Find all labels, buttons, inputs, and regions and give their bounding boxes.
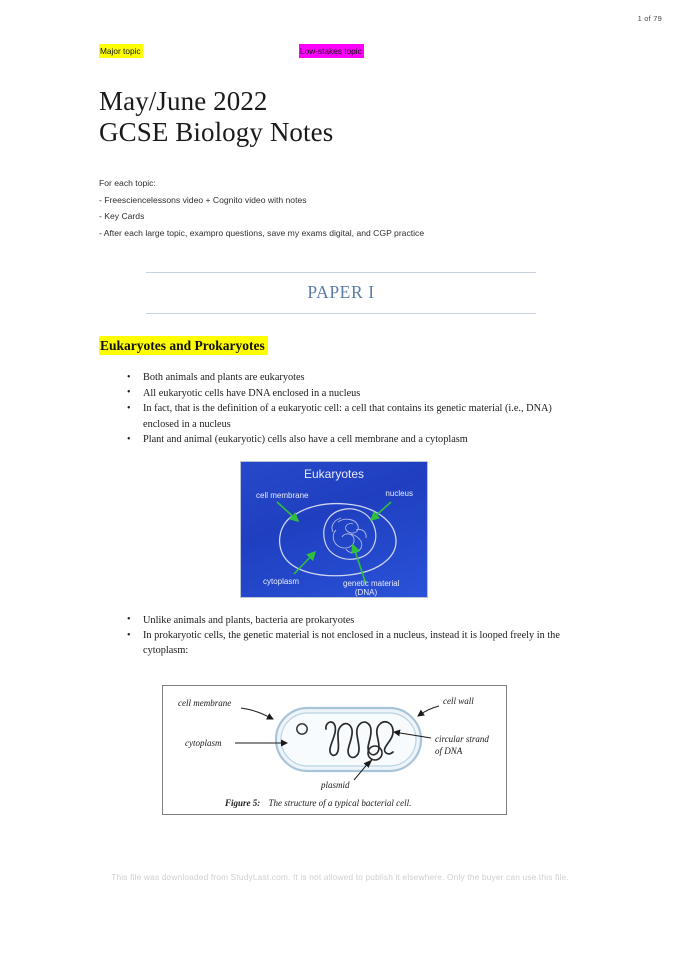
list-item: • In fact, that is the definition of a eukaryotic cell: a cell that contains its genetic material (i.e., DNA) enclosed in a nucleus <box>126 401 569 431</box>
intro-line-3: - After each large topic, exampro questions, save my exams digital, and CGP practice <box>99 227 425 238</box>
label-circular-strand-line2: of DNA <box>434 745 462 756</box>
section-heading-wrap <box>99 314 569 355</box>
leader-cell-membrane <box>241 708 273 719</box>
bacteria-figure <box>99 685 569 815</box>
document-content <box>99 44 569 815</box>
intro-block <box>99 175 569 241</box>
bullet-list-prokaryotes <box>99 613 569 659</box>
intro-line-1: - Freesciencelessons video + Cognito video with notes <box>99 194 307 205</box>
cell-membrane-outline <box>280 503 396 575</box>
label-cytoplasm: cytoplasm <box>263 576 300 586</box>
label-genetic-material-line1: genetic material <box>343 578 400 588</box>
label-cell-wall: cell wall <box>442 695 474 706</box>
label-cell-membrane: cell membrane <box>256 490 309 500</box>
list-item: • In prokaryotic cells, the genetic material is not enclosed in a nucleus, instead it is looped freely in the cytoplasm: <box>126 628 569 658</box>
title-line-2: GCSE Biology Notes <box>99 117 334 147</box>
bacteria-diagram-image <box>162 685 507 815</box>
label-plasmid: plasmid <box>320 779 350 790</box>
label-nucleus: nucleus <box>385 488 413 498</box>
legend-chip-low-stakes-topic: Low-stakes topic <box>300 46 362 56</box>
section-heading: Eukaryotes and Prokaryotes <box>99 336 268 355</box>
figure-caption <box>224 798 411 808</box>
bullet-list-eukaryotes <box>99 370 569 448</box>
label-cytoplasm: cytoplasm <box>184 737 221 748</box>
legend-chip-major-topic: Major topic <box>100 46 141 56</box>
eukaryote-figure-title: Eukaryotes <box>303 466 365 481</box>
paper-title: PAPER I <box>307 282 375 302</box>
page-indicator: 1 of 79 <box>637 14 662 23</box>
legend-row <box>99 44 569 60</box>
intro-line-2: - Key Cards <box>99 211 145 221</box>
cell-membrane-outline <box>281 713 416 766</box>
label-genetic-material-line2: (DNA) <box>354 587 378 597</box>
label-circular-strand-line1: circular strand <box>434 733 489 744</box>
figure-caption-text: The structure of a typical bacterial cell. <box>268 797 411 808</box>
title-line-1: May/June 2022 <box>99 86 268 116</box>
paper-heading-block <box>146 272 536 314</box>
footer-note: This file was downloaded from StudyLast.com. It is not allowed to publish it elsewhere. Only the buyer can use this file. <box>111 872 569 882</box>
figure-caption-number: Figure 5: <box>224 797 260 808</box>
leader-cell-wall <box>418 706 439 716</box>
list-item: • Both animals and plants are eukaryotes <box>126 370 569 385</box>
eukaryote-diagram-image <box>240 461 428 598</box>
genetic-material-squiggle <box>332 518 366 553</box>
arrow-cell-membrane <box>277 502 298 521</box>
list-item: • Unlike animals and plants, bacteria are prokaryotes <box>126 613 569 628</box>
page-title <box>99 86 569 148</box>
list-item: • All eukaryotic cells have DNA enclosed in a nucleus <box>126 386 569 401</box>
list-item: • Plant and animal (eukaryotic) cells also have a cell membrane and a cytoplasm <box>126 432 569 447</box>
label-cell-membrane: cell membrane <box>177 697 231 708</box>
eukaryote-figure <box>99 461 569 598</box>
intro-heading: For each topic: <box>99 178 156 188</box>
